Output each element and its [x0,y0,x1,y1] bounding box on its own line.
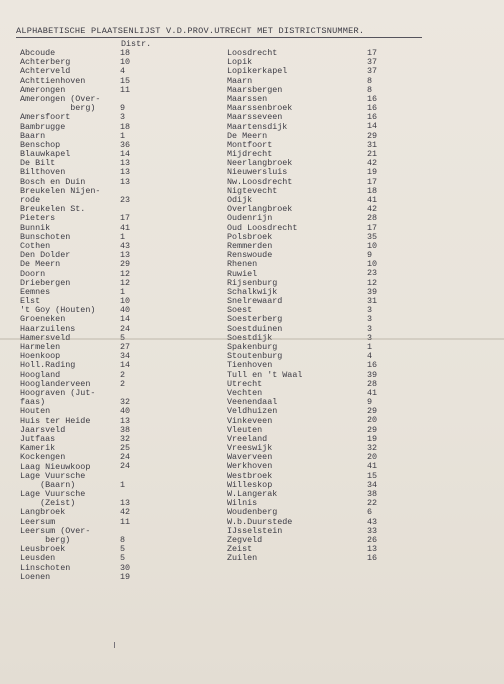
district-number: 13 [120,498,131,509]
place-name: Nigtevecht [227,185,278,196]
place-name: Blauwkapel [20,149,71,160]
district-number: 32 [120,433,131,444]
place-name: Loenen [20,571,51,582]
place-name: Breukelen St. Pieters [20,204,86,224]
district-number: 13 [367,544,378,555]
place-name: Bunschoten [20,231,71,242]
place-name: Werkhoven [227,461,273,472]
place-name: Nieuwersluis [227,167,288,178]
district-number: 41 [367,387,378,398]
place-name: Linschoten [20,562,71,573]
place-name: Vreeland [227,433,268,444]
district-number: 33 [367,525,378,536]
district-number: 14 [120,149,131,160]
place-name: Overlangbroek [227,204,293,215]
district-number: 14 [120,360,131,371]
place-name: Haarzuilens [20,323,76,334]
place-name: Westbroek [227,470,273,481]
district-number: 42 [367,158,378,169]
district-number: 13 [120,176,131,187]
place-name: Rijsenburg [227,277,278,288]
place-name: Soest [227,305,253,316]
place-name: De Bilt [20,158,56,169]
district-number: 19 [120,571,131,582]
district-number: 18 [120,121,131,132]
list-item [20,205,220,223]
place-name: Breukelen Nijen- rode [20,185,101,206]
district-column-header: Distr. [121,39,152,49]
district-number: 13 [120,158,131,169]
district-number: 19 [367,167,378,178]
district-number: 8 [367,84,373,95]
place-name: Mijdrecht [227,149,273,160]
district-number: 18 [367,185,378,196]
place-name: Soestduinen [227,323,283,334]
place-name: Soesterberg [227,314,283,325]
district-number: 15 [120,75,131,86]
place-name: Hooglanderveen [20,378,91,389]
place-name: Achterveld [20,66,71,77]
district-number: 12 [367,277,378,288]
district-number: 16 [367,360,378,371]
place-name: Jutfaas [20,433,56,444]
place-name: Willeskop [227,479,273,490]
district-number: 9 [367,397,373,408]
district-number: 6 [367,507,373,518]
district-number: 16 [367,93,378,104]
district-number: 1 [120,479,126,490]
place-name: Snelrewaard [227,296,283,307]
place-name: Maarssenbroek [227,103,293,114]
place-name: Driebergen [20,277,71,288]
district-number: 29 [120,259,131,270]
district-number: 8 [120,535,126,546]
place-name: Zeist [227,544,253,555]
place-name: Maarsbergen [227,84,283,95]
list-item [20,490,220,508]
place-name: Leersum (Over- berg) [20,525,91,546]
place-name: Elst [20,296,41,307]
district-number: 38 [120,424,131,435]
place-name: Vreeswijk [227,443,273,454]
place-name: Hamersveld [20,332,71,343]
place-name: Oud Loosdrecht [227,222,298,233]
place-name: Hoograven (Jut- faas) [20,387,96,408]
place-name: Holl.Rading [20,360,76,371]
district-number: 31 [367,139,378,150]
place-name: Abcoude [20,48,56,58]
place-name: W.b.Duurstede [227,516,293,527]
district-number: 14 [367,121,378,132]
district-number: 40 [120,305,131,316]
place-name: Vleuten [227,424,263,435]
district-number: 26 [367,534,378,545]
right-column [227,49,387,564]
district-number: 41 [367,194,378,205]
place-name: Bosch en Duin [20,176,86,187]
district-number: 10 [120,57,131,68]
district-number: 40 [120,406,131,417]
district-number: 41 [367,461,378,472]
district-number: 37 [367,57,378,68]
place-name: Utrecht [227,378,263,389]
place-name: Veenendaal [227,397,278,408]
place-name: Stoutenburg [227,351,283,362]
district-number: 3 [120,112,126,123]
district-number: 12 [120,268,131,279]
place-name: Tull en 't Waal [227,369,303,380]
place-name: Houten [20,406,51,417]
district-number: 16 [367,103,378,114]
place-name: Loosdrecht [227,48,278,58]
district-number: 43 [367,516,378,527]
district-number: 20 [367,415,378,426]
place-name: Harmelen [20,342,61,353]
district-number: 29 [367,424,378,435]
place-name: Doorn [20,268,46,279]
district-number: 9 [367,250,373,261]
district-number: 42 [367,204,378,215]
district-number: 20 [367,452,378,463]
place-name: Bilthoven [20,167,66,178]
place-name: Kamerik [20,443,56,454]
district-number: 19 [367,433,378,444]
district-number: 25 [120,443,131,454]
place-name: Baarn [20,130,46,141]
place-name: 't Goy (Houten) [20,305,96,316]
place-name: Soestdijk [227,332,273,343]
place-name: Lopikerkapel [227,66,288,77]
district-number: 17 [367,222,378,233]
district-number: 5 [120,332,126,343]
place-name: Langbroek [20,507,66,518]
district-number: 15 [367,470,378,481]
list-item [20,95,220,113]
district-number: 3 [367,314,373,325]
place-name: Groeneken [20,314,66,325]
place-name: Hoogland [20,369,61,380]
district-number: 14 [120,314,131,325]
district-number: 17 [367,176,378,187]
district-number: 13 [120,250,131,261]
paper-fold-crease [0,338,504,340]
document-title: ALPHABETISCHE PLAATSENLIJST V.D.PROV.UTRECHT MET DISTRICTSNUMMER. [16,26,365,36]
place-name: Hoenkoop [20,351,61,362]
place-name: Cothen [20,240,51,251]
place-name: Leusden [20,553,56,564]
place-name: Renswoude [227,250,273,261]
place-name: Rhenen [227,259,258,270]
district-number: 34 [120,351,131,362]
place-name: Bunnik [20,222,51,233]
place-name: Maartensdijk [227,121,288,132]
district-number: 29 [367,406,378,417]
place-name: IJsselstein [227,525,283,536]
place-name: Montfoort [227,139,273,150]
district-number: 3 [367,332,373,343]
place-name: Den Dolder [20,250,71,261]
district-number: 10 [120,296,131,307]
district-number: 10 [367,240,378,251]
district-number: 10 [367,259,378,270]
district-number: 34 [367,479,378,490]
place-name: Spakenburg [227,342,278,352]
place-name: Maarssen [227,93,268,104]
district-number: 27 [120,342,131,353]
district-number: 13 [120,167,131,178]
district-number: 5 [120,553,126,564]
district-number: 39 [367,286,378,297]
place-name: Lage Vuursche (Baarn) [20,470,86,490]
district-number: 41 [120,222,131,233]
place-name: Amerongen [20,84,66,95]
list-item [20,527,220,545]
district-number: 5 [120,544,126,555]
place-name: Ruwiel [227,268,258,279]
list-item [20,472,220,490]
place-name: Waverveen [227,452,273,463]
district-number: 16 [367,553,378,564]
district-number: 4 [367,351,373,362]
district-number: 24 [120,323,131,334]
place-name: Polsbroek [227,231,273,242]
place-name: Achterberg [20,57,71,68]
district-number: 39 [367,369,378,380]
district-number: 1 [120,286,126,297]
district-number: 16 [367,112,378,123]
district-number: 3 [367,323,373,334]
place-name: Schalkwijk [227,286,278,297]
place-name: Leusbroek [20,544,66,555]
district-number: 9 [120,103,126,114]
district-number: 32 [120,397,131,408]
place-name: Huis ter Heide [20,415,91,426]
district-number: 18 [120,47,131,58]
place-name: Zegveld [227,534,263,545]
place-name: Veldhuizen [227,406,278,417]
place-name: Laag Nieuwkoop [20,461,91,472]
district-number: 30 [120,562,131,573]
place-name: Maarsseveen [227,112,283,123]
left-column [20,49,220,582]
place-name: Odijk [227,195,253,205]
district-number: 1 [120,130,126,141]
district-number: 3 [367,305,373,316]
place-name: Lopik [227,57,253,68]
district-number: 23 [120,195,131,206]
district-number: 43 [120,240,131,251]
district-number: 11 [120,84,131,95]
district-number: 1 [367,341,373,352]
district-number: 28 [367,213,378,224]
place-name: Eemnes [20,286,51,297]
title-underline [16,37,422,38]
district-number: 13 [120,415,131,426]
list-item [20,573,220,582]
place-name: Amersfoort [20,112,71,123]
district-number: 21 [367,149,378,160]
place-name: Achttienhoven [20,75,86,86]
district-number: 12 [120,277,131,288]
district-number: 1 [120,231,126,242]
place-name: Vechten [227,387,263,398]
place-name: Leersum [20,516,56,527]
place-name: Oudenrijn [227,213,273,224]
district-number: 38 [367,488,378,499]
place-name: De Meern [227,130,268,141]
place-name: Neerlangbroek [227,158,293,169]
district-number: 42 [120,507,131,518]
district-number: 28 [367,378,378,389]
pencil-mark [114,642,115,648]
place-name: Maarn [227,75,253,86]
district-number: 8 [367,75,373,86]
place-name: Kockengen [20,452,66,463]
district-number: 17 [120,213,131,224]
district-number: 24 [120,452,131,463]
district-number: 35 [367,231,378,242]
place-name: Remmerden [227,240,273,251]
district-number: 23 [367,268,378,279]
place-name: Jaarsveld [20,424,66,435]
place-name: De Meern [20,259,61,270]
place-name: Tienhoven [227,360,273,371]
place-name: Amerongen (Over- berg) [20,93,101,114]
district-number: 22 [367,498,378,509]
district-number: 31 [367,296,378,307]
district-number: 2 [120,369,126,380]
list-item [20,187,220,205]
place-name: Vinkeveen [227,415,273,426]
place-name: Lage Vuursche (Zeist) [20,489,86,509]
list-item [20,389,220,407]
district-number: 17 [367,47,378,58]
district-number: 24 [120,461,131,472]
place-name: Zuilen [227,553,258,564]
list-item [227,554,387,563]
district-number: 37 [367,66,378,77]
place-name: Benschop [20,139,61,150]
place-name: Bambrugge [20,121,66,132]
district-number: 4 [120,66,126,77]
district-number: 2 [120,378,126,389]
district-number: 36 [120,139,131,150]
place-name: Wilnis [227,498,258,509]
district-number: 11 [120,516,131,527]
place-name: W.Langerak [227,489,278,499]
district-number: 29 [367,130,378,141]
place-name: Nw.Loosdrecht [227,176,293,187]
district-number: 32 [367,443,378,454]
place-name: Woudenberg [227,507,278,518]
